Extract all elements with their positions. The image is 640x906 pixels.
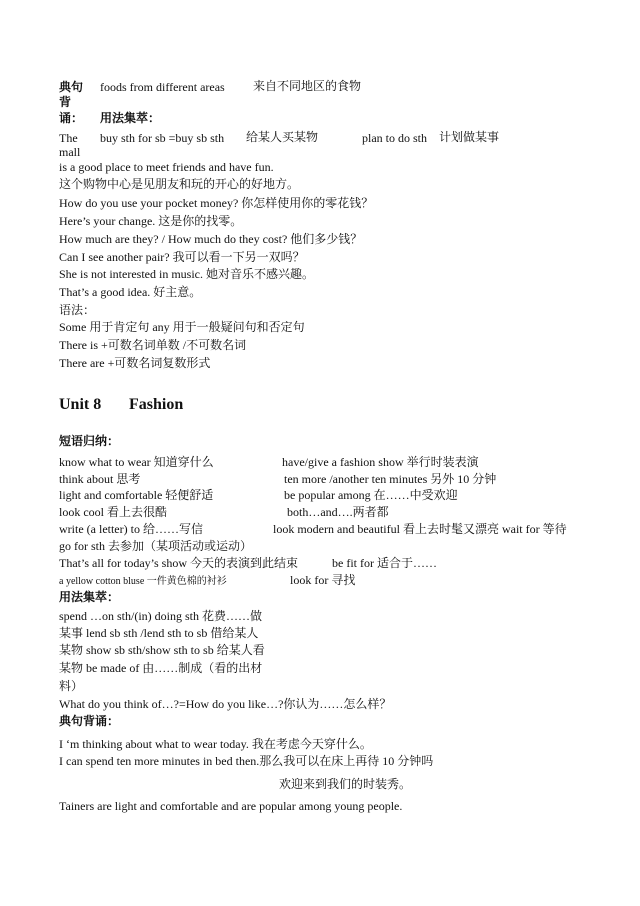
sentence: I can spend ten more minutes in bed then.那么我可以在床上再待 10 分钟吗	[59, 754, 434, 768]
text-line: Some 用于肯定句 any 用于一般疑问句和否定句	[59, 320, 305, 334]
section-label: 背	[59, 95, 72, 109]
phrase-item: look modern and beautiful 看上去时髦又漂亮 wait for 等待	[273, 522, 567, 536]
text-line: She is not interested in music. 她对音乐不感兴趣。	[59, 267, 314, 281]
text-line: There is +可数名词单数 /不可数名词	[59, 338, 247, 352]
phrase-item: know what to wear 知道穿什么	[59, 455, 214, 469]
phrase-item: write (a letter) to 给……写信	[59, 522, 203, 536]
phrase-item: be fit for 适合于……	[332, 556, 437, 570]
unit-name: Fashion	[129, 396, 184, 413]
text-line: How do you use your pocket money? 你怎样使用你的零花钱？	[59, 196, 374, 210]
text-line: is a good place to meet friends and have fun.	[59, 160, 274, 174]
phrase-item: be popular among 在……中受欢迎	[284, 488, 458, 502]
sentence: 欢迎来到我们的时装秀。	[279, 777, 412, 791]
sentences-heading: 典句背诵：	[59, 714, 120, 728]
usage-heading: 用法集萃：	[100, 111, 161, 125]
text-line: That’s a good idea. 好主意。	[59, 285, 202, 299]
phrase-item: light and comfortable 轻便舒适	[59, 488, 214, 502]
usage-line: spend …on sth/(in) doing sth 花费……做	[59, 609, 262, 623]
phrase-item: think about 思考	[59, 472, 141, 486]
usage-line: 料）	[59, 679, 84, 693]
phrase-item: look for 寻找	[290, 573, 356, 587]
phrase-item: go for sth 去参加（某项活动或运动）	[59, 539, 252, 553]
phrase-item: both…and….两者都	[287, 505, 389, 519]
text-line: 语法：	[59, 303, 96, 317]
text-mall: mall	[59, 145, 81, 159]
usage-line: 某事 lend sb sth /lend sth to sb 借给某人	[59, 626, 259, 640]
phrase-zh: 给某人买某物	[246, 130, 319, 144]
phrase-zh: 计划做某事	[439, 130, 500, 144]
text-the: The	[59, 131, 78, 145]
phrase-en: buy sth for sb =buy sb sth	[100, 131, 225, 145]
sentence: I ‘m thinking about what to wear today. 我在考虑今天穿什么。	[59, 737, 372, 751]
section-label: 诵：	[59, 111, 84, 125]
text-line: Here’s your change. 这是你的找零。	[59, 214, 243, 228]
phrase-item: That’s all for today’s show 今天的表演到此结束	[59, 556, 298, 570]
section-label: 典句	[59, 80, 84, 94]
text-line: There are +可数名词复数形式	[59, 356, 211, 370]
usage-line: 某物 be made of 由……制成（看的出材	[59, 661, 263, 675]
phrase-en: foods from different areas	[100, 80, 225, 94]
phrase-en: plan to do sth	[362, 131, 427, 145]
unit-number: Unit 8	[59, 396, 102, 413]
usage-heading: 用法集萃：	[59, 590, 120, 604]
phrase-item: ten more /another ten minutes 另外 10 分钟	[284, 472, 497, 486]
sentence: Tainers are light and comfortable and are popular among young people.	[59, 799, 403, 813]
text-line: 这个购物中心是见朋友和玩的开心的好地方。	[59, 177, 300, 191]
usage-line: What do you think of…?=How do you like…?你认为……怎么样？	[59, 697, 392, 711]
phrase-item: have/give a fashion show 举行时装表演	[282, 455, 479, 469]
usage-line: 某物 show sb sth/show sth to sb 给某人看	[59, 643, 265, 657]
phrase-zh: 来自不同地区的食物	[253, 79, 362, 93]
phrase-item: look cool 看上去很酷	[59, 505, 167, 519]
phrases-heading: 短语归纳：	[59, 434, 120, 448]
text-line: How much are they? / How much do they cost? 他们多少钱？	[59, 232, 363, 246]
phrase-item: a yellow cotton bluse 一件黄色棉的衬衫	[59, 576, 227, 587]
text-line: Can I see another pair? 我可以看一下另一双吗？	[59, 250, 305, 264]
